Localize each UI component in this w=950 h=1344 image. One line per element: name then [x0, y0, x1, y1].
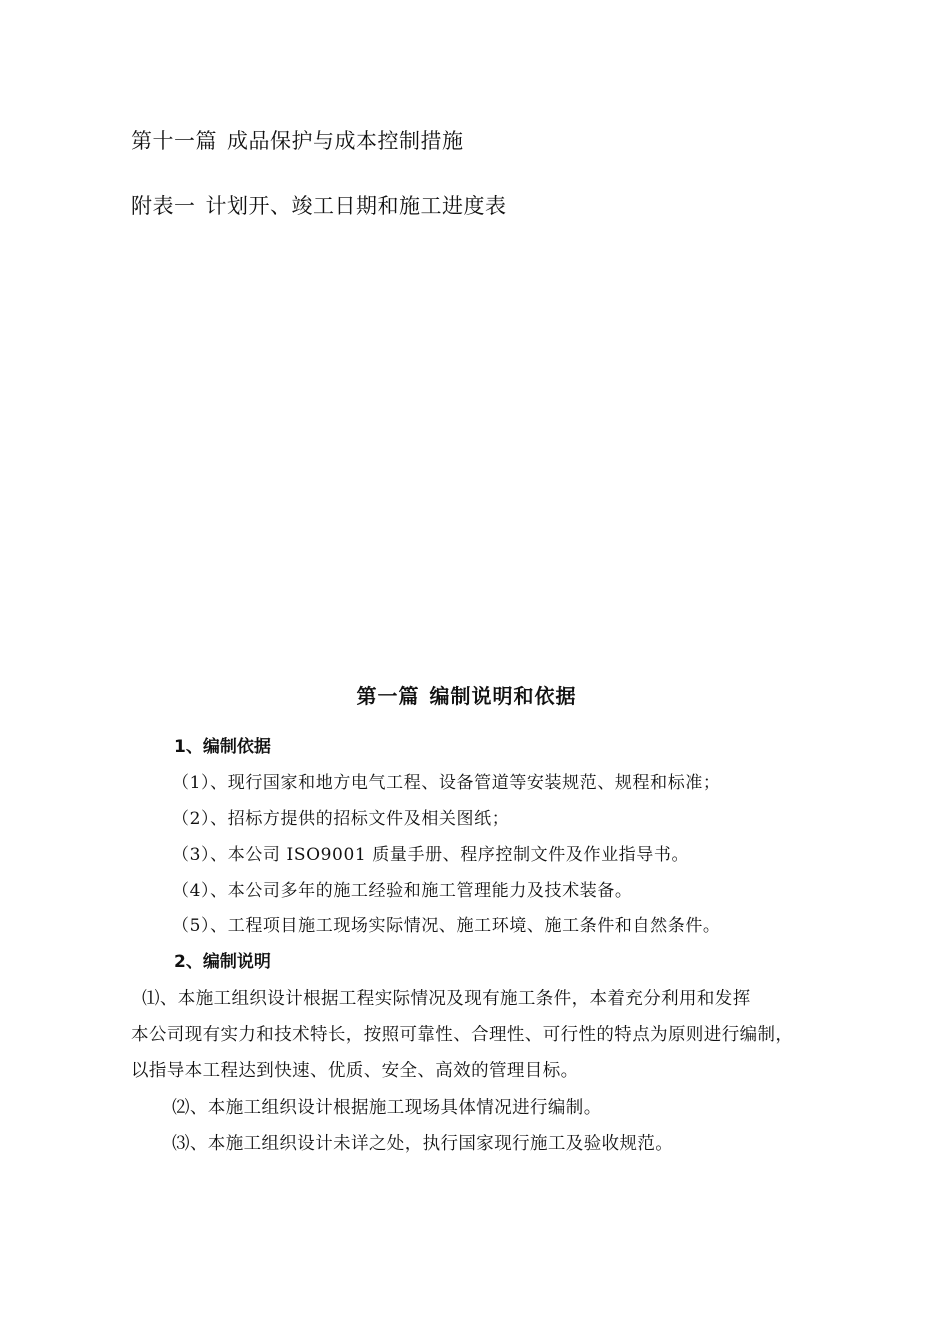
paragraph-line: 以指导本工程达到快速、优质、安全、高效的管理目标。 [131, 1061, 579, 1081]
toc-entry-number: 第十一篇 [131, 129, 217, 153]
toc-entry-title: 计划开、竣工日期和施工进度表 [205, 194, 507, 218]
list-item: （2）、招标方提供的招标文件及相关图纸； [172, 809, 510, 829]
toc-entry-title: 成品保护与成本控制措施 [227, 129, 464, 153]
list-item: （4）、本公司多年的施工经验和施工管理能力及技术装备。 [172, 881, 633, 901]
section-heading-notes: 2、编制说明 [174, 952, 271, 972]
list-item: （1）、现行国家和地方电气工程、设备管道等安装规范、规程和标准； [172, 773, 721, 793]
chapter-number: 第一篇 [356, 684, 420, 708]
paragraph: ⑵、本施工组织设计根据施工现场具体情况进行编制。 [172, 1098, 602, 1118]
paragraph-line: ⑴、本施工组织设计根据工程实际情况及现有施工条件，本着充分利用和发挥 [142, 989, 751, 1009]
chapter-heading: 编制说明和依据 [429, 684, 577, 708]
toc-entry [131, 192, 507, 220]
toc-entry-number: 附表一 [131, 194, 196, 218]
paragraph: ⑶、本施工组织设计未详之处，执行国家现行施工及验收规范。 [172, 1134, 674, 1154]
toc-entry [131, 127, 464, 155]
list-item: （3）、本公司 ISO9001 质量手册、程序控制文件及作业指导书。 [172, 845, 690, 865]
paragraph-line: 本公司现有实力和技术特长，按照可靠性、合理性、可行性的特点为原则进行编制， [131, 1025, 794, 1045]
chapter-title [0, 682, 933, 710]
list-item: （5）、工程项目施工现场实际情况、施工环境、施工条件和自然条件。 [172, 916, 721, 936]
section-heading-basis: 1、编制依据 [174, 737, 271, 757]
